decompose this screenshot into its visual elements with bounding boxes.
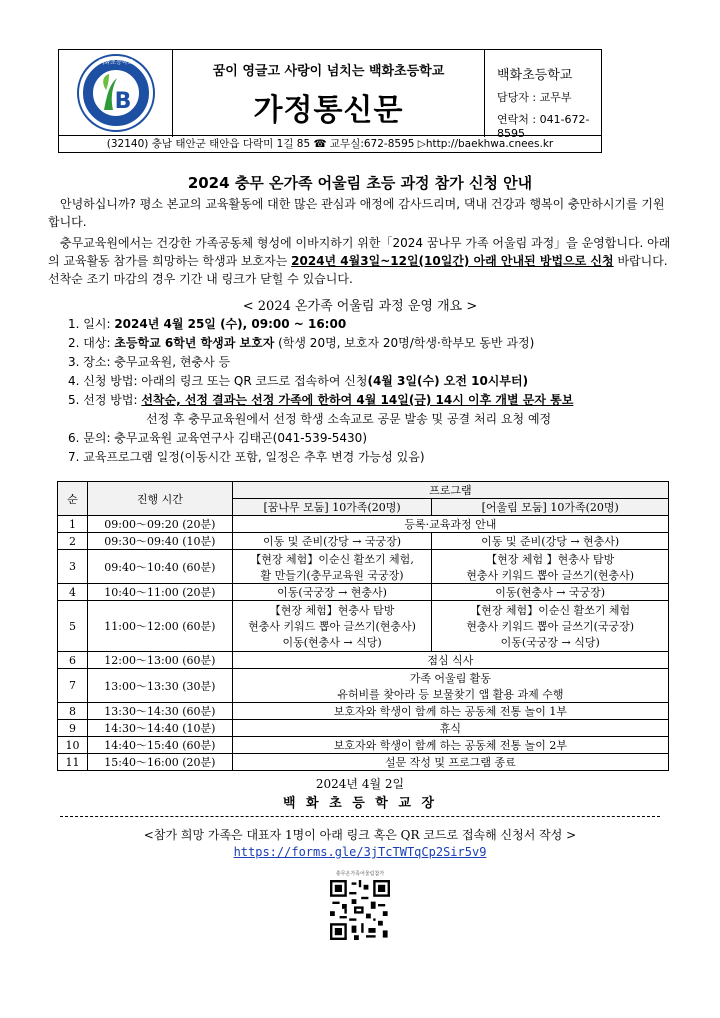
schedule-table xyxy=(57,481,669,771)
issue-date: 2024년 4월 2일 xyxy=(315,777,405,791)
table-row: 8 13:30～14:30 (60분) 보호자와 학생이 함께 하는 공동체 전통 놀이 1부 xyxy=(58,703,669,720)
intro-paragraph-1: 안녕하십니까? 평소 본교의 교육활동에 대한 많은 관심과 애정에 감사드리며, 댁내 건강과 행복이 충만하시기를 기원합니다. xyxy=(48,197,665,229)
qr-code[interactable] xyxy=(330,880,390,940)
col-program: 프로그램 xyxy=(232,482,668,499)
logo-top-text: 백화초등학교 xyxy=(98,59,134,66)
header-contact xyxy=(485,50,603,140)
application-period: 2024년 4월3일~12일(10일간) 아래 안내된 방법으로 신청 xyxy=(291,254,614,268)
item-date: 1. 일시: 2024년 4월 25일 (수), 09:00 ~ 16:00 xyxy=(68,317,347,331)
table-row: 1 09:00～09:20 (20분) 등록·교육과정 안내 xyxy=(58,516,669,533)
section-title: < 2024 온가족 어울림 과정 운영 개요 > xyxy=(242,299,478,314)
document-title: 2024 충무 온가족 어울림 초등 과정 참가 신청 안내 xyxy=(187,174,533,192)
item-target: 2. 대상: 초등학교 6학년 학생과 보호자 (학생 20명, 보호자 20명/학생·학부모 동반 과정) xyxy=(68,336,535,350)
intro-paragraph-2: 충무교육원에서는 건강한 가족공동체 형성에 이바지하기 위한「2024 꿈나무 가족 어울림 과정」을 운영합니다. 아래의 교육활동 참가를 희망하는 학생과 보호자는 2024년 4월3일~12일(10일간) 아래 안내된 방법으로 신청 바랍니다. 선착순 조기 마감의 경우 기간 내 링크가 닫힐 수 있습니다. xyxy=(48,236,671,286)
item-method: 4. 신청 방법: 아래의 링크 또는 QR 코드로 접속하여 신청(4월 3일(수) 오전 10시부터) xyxy=(68,374,529,388)
principal-signature: 백 화 초 등 학 교 장 xyxy=(282,796,438,811)
table-row: 9 14:30～14:40 (10분) 휴식 xyxy=(58,720,669,737)
item-place: 3. 장소: 충무교육원, 현충사 등 xyxy=(68,355,231,369)
newsletter-title: 가정통신문 xyxy=(253,93,404,128)
item-inquiry: 6. 문의: 충무교육원 교육연구사 김태곤(041-539-5430) xyxy=(68,431,368,445)
table-row: 7 13:00～13:30 (30분) 가족 어울림 활동 유허비를 찾아라 등 보물찾기 앱 활용 과제 수행 xyxy=(58,669,669,703)
item-schedule: 7. 교육프로그램 일정(이동시간 포함, 일정은 추후 변경 가능성 있음) xyxy=(68,450,425,464)
contact-person: 담당자 : 교무부 xyxy=(497,91,572,104)
svg-text:B: B xyxy=(114,89,132,114)
school-address: (32140) 충남 태안군 태안읍 다락미 1길 85 ☎ 교무실:672-8595 ▷http://baekhwa.cnees.kr xyxy=(58,136,602,153)
school-name: 백화초등학교 xyxy=(497,68,573,83)
table-row: 2 09:30～09:40 (10분) 이동 및 준비(강당 → 국궁장) 이동 및 준비(강당 → 현충사) xyxy=(58,533,669,550)
col-no: 순 xyxy=(58,482,88,516)
divider xyxy=(60,816,660,817)
table-row: 11 15:40～16:00 (20분) 설문 작성 및 프로그램 종료 xyxy=(58,754,669,771)
application-link[interactable]: https://forms.gle/3jTcTWTqCp2Sir5v9 xyxy=(233,845,487,859)
letterhead xyxy=(58,49,602,140)
col-group-a: [꿈나무 모둠] 10가족(20명) xyxy=(232,499,432,516)
qr-caption: 충무온가족어울림참가 xyxy=(335,871,385,877)
col-time: 진행 시간 xyxy=(87,482,232,516)
table-row: 3 09:40～10:40 (60분) 【현장 체험】이순신 활쏘기 체험, 활 만들기(충무교육원 국궁장) 【현장 체험 】현충사 탐방 현충사 키워드 뽑아 글쓰기(현충사) xyxy=(58,550,669,584)
table-row: 6 12:00～13:00 (60분) 점심 식사 xyxy=(58,652,669,669)
item-selection: 5. 선정 방법: 선착순, 선정 결과는 선정 가족에 한하여 4월 14일(금) 14시 이후 개별 문자 통보 xyxy=(68,393,574,407)
school-logo xyxy=(59,50,173,137)
table-row: 10 14:40～15:40 (60분) 보호자와 학생이 함께 하는 공동체 전통 놀이 2부 xyxy=(58,737,669,754)
school-slogan: 꿈이 영글고 사랑이 넘치는 백화초등학교 xyxy=(212,64,445,79)
item-selection-note: 선정 후 충무교육원에서 선정 학생 소속교로 공문 발송 및 공결 처리 요청 예정 xyxy=(146,412,552,426)
contact-phone: 연락처 : 041-672-8595 xyxy=(497,113,590,140)
table-row: 4 10:40～11:00 (20분) 이동(국궁장 → 현충사) 이동(현충사 → 국궁장) xyxy=(58,584,669,601)
application-notice: <참가 희망 가족은 대표자 1명이 아래 링크 혹은 QR 코드로 접속해 신청서 작성 > xyxy=(143,828,577,842)
header-center xyxy=(173,50,485,137)
col-group-b: [어울림 모둠] 10가족(20명) xyxy=(432,499,669,516)
table-row: 5 11:00～12:00 (60분) 【현장 체험】현충사 탐방 현충사 키워드 뽑아 글쓰기(현충사) 이동(현충사 → 식당) 【현장 체험】이순신 활쏘기 체험 현충사 키워드 뽑아 글쓰기(국궁장) 이동(국궁장 → 식당) xyxy=(58,601,669,652)
